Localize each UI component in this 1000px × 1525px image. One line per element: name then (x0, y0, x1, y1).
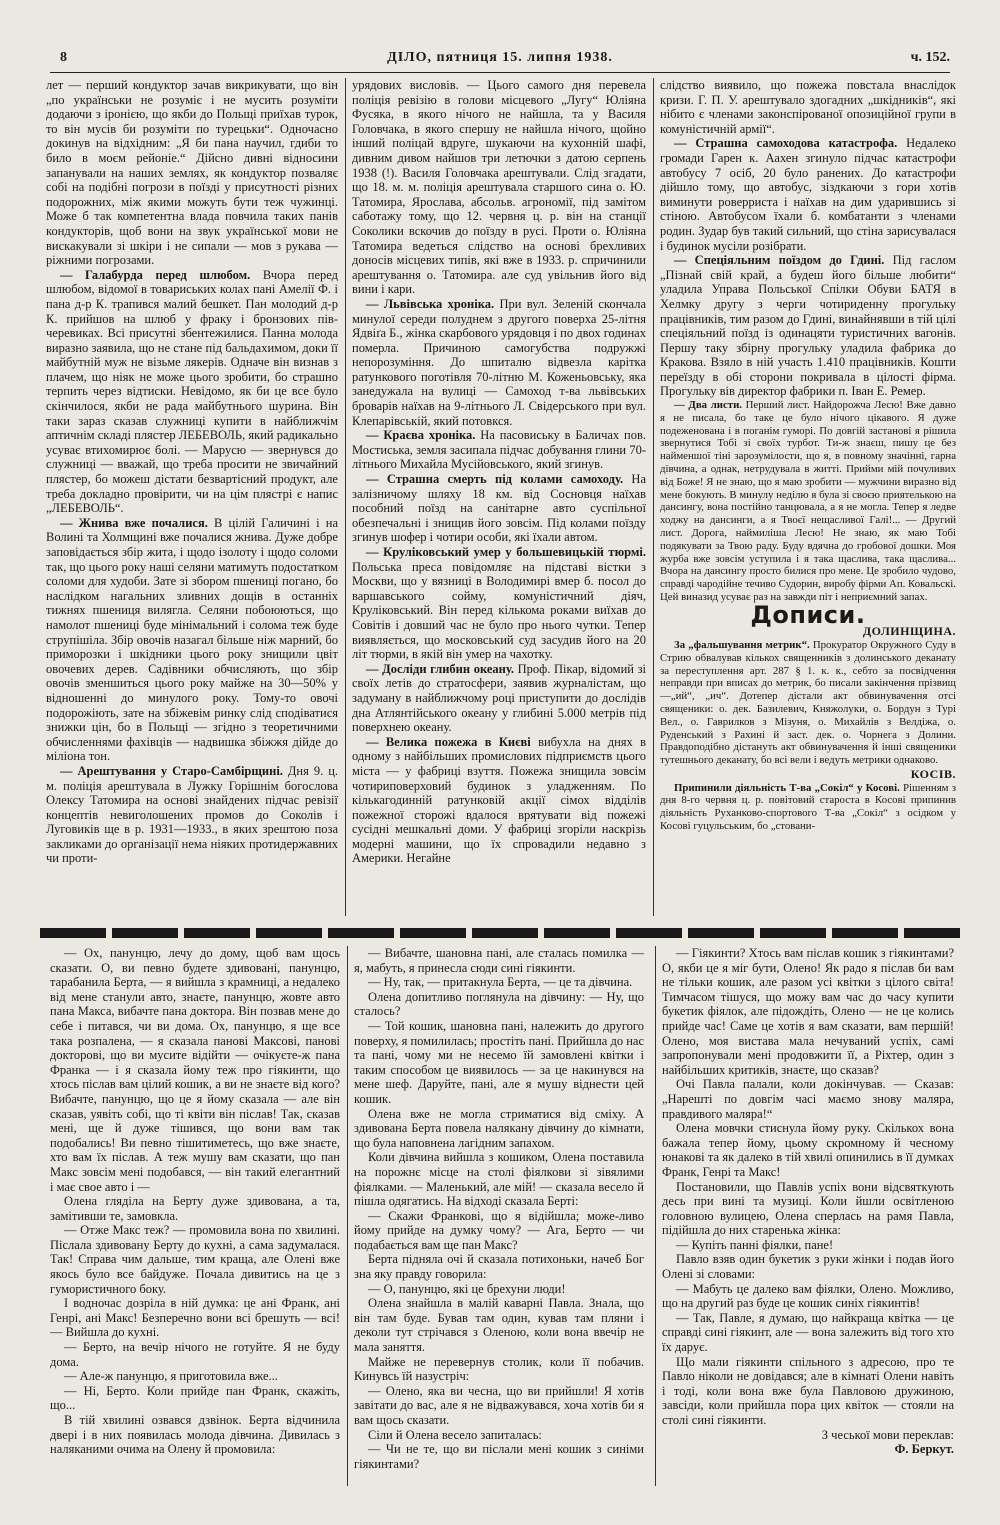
story-paragraph: Павло взяв один букетик з руки жінки і подав його Олені зі словами: (662, 1252, 954, 1282)
news-text: вибухла на днях в одному з найбільших промислових підприємств цього міста — у фабриці взуття. Пожежа знищила зовсім чотириповерховий будинок з уладженням. По кількагодинній ратунковій акції сімох відділів пожежної сторожі вдалося врятувати від пожежі сусідні мешкальні доми. У фабриці згоріли наскрізь модерні машини, що їх спровадили недавно з Америки. Негайне (352, 734, 646, 866)
news-item (46, 78, 338, 268)
story-paragraph: Постановили, що Павлів успіх вони відсвяткують десь при вині та музиці. Коли йшли освітленою головною вулицею, Олена сперлась на рамя Павла, підійшла до них старенька жінка: (662, 1179, 954, 1238)
story-paragraph: — Берто, на вечір нічого не готуйте. Я не буду дома. (50, 1340, 340, 1369)
news-text: слідство виявило, що пожежа повстала внаслідок кризи. Г. П. У. арештувало здогадних „шкідників“, які нібито є членами законспірованої опозиційної групи в комуністичній армії“. (660, 78, 956, 136)
news-text: Рішенням з дня 8-го червня ц. р. повітовий староста в Косові припинив діяльність Руханково-спортового Т-ва „Сокіл“ з осідком у Косові гуцульським, бо „стовани- (660, 781, 956, 832)
masthead: ДІЛО, пятниця 15. липня 1938. (387, 50, 613, 65)
news-headline: — Круліковський умер у большевицькій тюрмі. (366, 545, 646, 559)
story-paragraph: — О, панунцю, які це брехуни люди! (368, 1281, 566, 1296)
news-text: В цілій Галичині і на Волині та Холмщині вже почалися жнива. Дуже добре заповідається збір жита, і щодо ізолоту і щодо соломи так, що цього року наші селяни матимуть подостатком соломи для худоби. Зате зі збором пшениці погано, бо наслідком нагальних зливних дощів в останніх тижнях пшениця вилягла. Селяни побоюються, що намолот пшениці буде мінімальний і солома теж буде струпішіла. Збір овочів назагал більше ніж марний, бо приморозки і шкідники цього року знищили цвіт овочевих дерев. Садівники обчисляють, що збір овочів зменшиться цього року майже на 30—50% у відношенні до минулого року. Тому-то овочі подорожіють, зате на збіжевім ринку слід сподіватися знижки цін, бо в Польщі — згідно з теоретичними обчисленнями фахівців — надвишка збіжжя дійде до міліона тон. (46, 515, 338, 764)
story-paragraph: — Ох, панунцю, лечу до дому, щоб вам щось сказати. О, ви певно будете здивовані, панунцю, тарабанила Берта, — я вийшла з крамниці, а недалеко від мене станули авто, знаєте, панунцю, жовте авто пана Макса, вибачте пана доктора. Він позвав мене до себе і питався, чи ви дома. Ох, панунцю, я ще все така розпалена, — я сказала панові Максові, панові докторові, що ви мусите відійти — очікуєте-ж пана Франка — і я сказала йому теж про гіякинти, що хтось післав вам цілий кошик, а ви не знаєте від кого? Вибачте, панунцю, що це я йому сказала — але він сказав, уявіть собі, що ті квіти він післав! Так, сказав мені, ще й дуже тішився, що вони вам так подобались! Ви певно тішитиметесь, що вже знаєте, хто вам їх післав. А теж мушу вам сказати, що пан Макс зовсім мені подобався, — він такий елегантний і має свое авто і — (50, 946, 340, 1194)
story-column-2 (354, 946, 644, 1496)
translator-signature: Ф. Беркут. (894, 1442, 954, 1457)
news-item (46, 268, 338, 516)
news-item (660, 78, 956, 136)
story-paragraph: — Так, Павле, я думаю, що найкраща квітка — це справді сині гіякинт, але — вона залежить від того хто їх дарує. (662, 1310, 954, 1355)
story-paragraph: — Олено, яка ви чесна, що ви прийшли! Я хотів завітати до вас, але я не відважувався, хоча хотів би я вам щось сказати. (354, 1383, 644, 1427)
news-headline: — Арештування у Старо-Самбірщині. (60, 763, 283, 778)
news-headline: — Страшна самоходова катастрофа. (674, 136, 898, 151)
news-text: Під гаслом „Пізнай свій край, а будеш його більше любити“ уладила Управа Польської Спілки Обуви БАТЯ в Хелмку другу з черги чотириденну прогульку працівників, тим разом до Гдині, винайнявши в тій цілі спеціяльний поїзд із одинацяти туристичних вагонів. Першу таку збірну прогульку уладила фабрика до Кракова. Взяло в ній участь 1.410 працівників. Кошти переїзду в обі сторони покривала в цілості фірма. Прогульку вів директор фабрики п. Іван Е. Ремер. (660, 253, 956, 399)
section-heading: Дописи. (750, 600, 866, 629)
story-paragraph: В тій хвилині озвався дзвінок. Берта відчинила двері і в них появилась молода дівчина. Дивилась з наляканими очима на Олену й промовила: (50, 1413, 340, 1457)
news-text: Вчора перед шлюбом, відомої в товариських колах пані Амелії Ф. і пана д-р К. трапився малий бешкет. Пан молодий д-р К. прийшов на шлюб у фраку і бронзових пів-черевиках. Всі присутні збентежилися. Панна молода виразно заявила, що не стане під бальдахимом, доки її майбутній муж не візьме лякерів. Одначе він визнав з плачем, що ніяк не може цього зробити, бо страшно терпить через відтиски. Невідомо, як би це все було скінчилося, якби не рада майбутнього шурина. Він таки зараз сказав служниці купити в найближчім аптичнім складі плястер ЛЕБЕВОЛЬ, який радикально усуває втихомирює болі. — Марусю — звернувся до служниці — вважай, що треба просити не звичайний плястер, бо можеш дістати безвартісний продукт, але треба докладно провірити, чи на цім плястрі є напис „ЛЕБЕВОЛЬ“. (46, 267, 338, 516)
story-paragraph: Берта підняла очі й сказала потихоньки, начеб Бог зна яку правду говорила: (354, 1252, 644, 1282)
page-header (50, 50, 950, 72)
story-paragraph: Коли дівчина вийшла з кошиком, Олена поставила на порожнє місце на столі фіялкови зі зівялими фіялками. — Маленький, але мій! — сказала весело й пішла одягатись. На відході сказала Берті: (354, 1150, 644, 1209)
issue-number: ч. 152. (910, 50, 950, 65)
news-headline: — Два листи. (674, 399, 742, 412)
news-text: Прокуратор Окружного Суду в Стрию обвалував кількох священників з долинського деканату за переступлення арт. 287 § 1. к. к., себто за посвідчення неправди при вписах до метрик, бо писали закінчення прізвищ —„ий“, „ич“. Дотепер дістали акт обвинувачення отсі священики: о. дек. Базилевич, Княжолуки, о. Бордун з Турі Вел., о. Гаврилков з Мізуня, о. Михайлів з Велдіжа, о. Руденський з Рахині й заст. дек. о. Чорнега з Долини. Правдоподібно дістануть акт обвинувачення й інші священики тутешнього деканату, бо всі вели і ведуть метрики однаково. (660, 639, 956, 767)
story-paragraph: Що мали гіякинти спільного з адресою, про те Павло ніколи не довідався; але в кімнаті Олени навіть і тоді, коли вона вже була Павловою дружиною, завсіди, коли прийшла пора цих квіток — стояли на столі сині гіякинти. (662, 1354, 954, 1427)
news-item (352, 78, 646, 297)
news-item (352, 428, 646, 472)
story-paragraph: — Отже Макс теж? — промовила вона по хвилині. Післала здивовану Берту до кухні, а сама задумалася. Так! Справа чим дальше, тим краща, але Олені вже якось було все байдуже. Почала дивитись на це з гумористичного боку. (50, 1223, 340, 1296)
story-paragraph: Олена вже не могла стриматися від сміху. А здивована Берта повела налякану дівчину до кімнати, що була наповнена лагідним запахом. (354, 1106, 644, 1150)
news-headline: — Досліди глибин океану. (366, 661, 514, 676)
news-text: При вул. Зеленій скончала минулої середи полуднем з другого поверха 25-літня Ядвіґа Б., жінка скарбового урядовця і по двох годинах померла. Причиною самогубства подружжі непорозуміння. До шпиталю відвезла карітка ратункового поготівля 70-літню М. Коженьовську, яка занедужала на вулиці — Самоход т-ва львівських броварів наїхав на 9-літнього Л. Свідерського при вул. Клепарівській, який потовкся. (352, 296, 646, 428)
story-paragraph: — Гіякинти? Хтось вам післав кошик з гіякинтами? О, якби це я міг бути, Олено! Як радо я післав би вам не тільки кошик, але разом усі квітки з цілого світа! Тимчасом тішуся, що можу вам час до часу купити букетик фіялок, але підождіть, Олено — не це колись прийде час! Саме це хотів я вам сказати, вам першій! Олено, моя вистава мала нечуваний успіх, самі запропонували мені продовжити її, а Ріхтер, один з найбільших критиків, знаєте, що сказав? (662, 946, 954, 1077)
news-column-2 (352, 78, 646, 918)
news-text: Проф. Пікар, відомий зі своїх летів до стратосфери, заявив журналістам, що задуману в найближчому році приступити до дослідів дна Атлянтійського океану у глибині 5.000 метрів під поверхнею океану. (352, 661, 646, 735)
locality-heading: ДОЛИНЩИНА. (862, 624, 956, 639)
news-item (352, 472, 646, 545)
story-paragraph: І водночас дозріла в ній думка: це ані Франк, ані Генрі, ані Макс! Безперечно вони всі брешуть — всі! — Вийшла до кухні. (50, 1296, 340, 1340)
news-headline: Припинили діяльність Т-ва „Сокіл“ у Косові. (674, 781, 900, 794)
column-rule (655, 946, 656, 1486)
news-text: Дня 9. ц. м. поліція арештувала в Лужку Горішнім богослова Олексу Татомира на основі знайдених підчас ревізії концептів невиголошених промов до Соколів і Луговиків ще в р. 1931—1933., в яких зрештою поза закликами до організації нема ніяких протидержавних чи проти- (46, 763, 338, 866)
story-paragraph: Сіли й Олена весело запиталась: (368, 1427, 542, 1442)
news-item (352, 662, 646, 735)
news-headline: — Галабурда перед шлюбом. (60, 267, 251, 282)
column-rule (347, 946, 348, 1486)
news-headline: — Спеціяльним поїздом до Гдині. (674, 253, 885, 268)
feuilleton-separator (40, 928, 960, 938)
story-paragraph: — Той кошик, шановна пані, належить до другого поверху, я помилилась; простіть пані. Прийшла до нас та пані, чому ми не несемо їй замовлені квітки і таким способом це виявилось — за це накинувся на мене шеф. Даруйте, пані, але я мушу віднести цей кошик. (354, 1018, 644, 1106)
news-item (660, 253, 956, 399)
news-item (352, 545, 646, 662)
news-headline: — Львівська хроніка. (366, 296, 495, 311)
news-headline: — Велика пожежа в Києві (366, 734, 531, 749)
news-text: Польська преса повідомляє на підставі вістки з Москви, що у вязниці в Володимирі вмер б. посол до варшавського сойму, комуністичний діяч, Круліковський. Він перед кількома роками виїхав до Совітів і довший час не було про нього чутки. Тепер виявляється, що московський суд засудив його на 20 літ тюрми, в якій він умер на чахотку. (352, 559, 646, 662)
news-headline: За „фальшування метрик“. (674, 639, 810, 651)
story-paragraph: Олена знайшла в малій каварні Павла. Знала, що він там буде. Бував там один, кував там пляни і деколи тут стрічався з Оленою, коли вона ввечір не мала заняття. (354, 1296, 644, 1355)
story-paragraph: Олена мовчки стиснула йому руку. Скількох вона бажала тепер йому, цьому скромному й чесному юнакові та як далеко в тій хвилі опинились в її думках Франк, Генрі та Макс! (662, 1121, 954, 1179)
news-headline: — Страшна смерть під колами самоходу. (366, 472, 624, 487)
story-paragraph: — Чи не те, що ви післали мені кошик з синіми гіякинтами? (354, 1442, 644, 1471)
news-text: Перший лист. Найдорожча Лесю! Вже давно я не писала, бо таке це було нічого цікавого. Я дуже подеженована і в поганім гуморі. По довгій застанові я рішила звернутися Тобі зі своїх турбот. Ти-ж знаєш, пишу це без найменшої тіні зарозумілости, що я, в повному значінні, гарна дівчина, а однак, нетрудувала в житті. Прийми мій почуливих від Боже! Я не знаю, що я маю зробити — мужчини виразно від мене бокують. В минулу неділю я була зі своєю приятелькою на дансингу, вона постійно танцювала, а я не могла. Тепер я ледве ходжу на дансинги, а я Твоєї нещасливої Галі!... — Другий лист. Дорога, наймиліша Лесю! Не знаю, як маю Тобі подякувати за Твою раду. Буду вдячна до гробової дошки. Моя журба вже зовсім уступила і я така щаслива, така щаслива... Вчора на дансингу просто билися про мене. Це зробило чудово, справді чародійне течиво Судорин, виробу фірми Ап. Ковальскі. Цей виназид усуває раз на завжди піт і неприємний запах. (660, 399, 956, 604)
news-item (46, 516, 338, 764)
news-item (660, 136, 956, 253)
news-column-3 (660, 78, 956, 918)
story-column-1 (50, 946, 340, 1496)
news-column-1 (46, 78, 338, 918)
header-rule (50, 72, 950, 73)
news-item (352, 297, 646, 428)
news-text: лет — перший кондуктор зачав викрикувати, що він „по українськи не розуміє і не мусить розуміти додаючи з іронією, що якби до Польщі приїхав турок, то він мусів би розуміти по турецьки“. Одночасно докинув на відхідним: „Я би пана научил, гдиби то било в моєм рейоніе.“ Дійсно дивні відносини запанували на наших землях, як кондуктор позваляє собі на подібні погрози в поїзді у присутності різних подорожних, між якими можуть бути теж чужинці. Може б так компетентна влада повчила таких панів кондукторів, щоб вони на звук української мови не вискакували зі шкіри і не сипали — мов з рукава — ріжними погрозами. (46, 78, 338, 268)
news-item (352, 735, 646, 866)
story-paragraph: — Ну, так, — притакнула Берта, — це та дівчина. (368, 975, 633, 990)
story-column-3 (662, 946, 954, 1496)
story-paragraph: Очі Павла палали, коли докінчував. — Сказав: „Нарешті по довгім часі маємо знову маляра, правдивого маляра!“ (662, 1077, 954, 1121)
news-item (660, 782, 956, 833)
news-text: Недалеко громади Гарен к. Аахен згинуло підчас катастрофи автобусу 7 осіб, 20 було ранених. До катастрофи дійшло тому, що автобус, зіздкаючи з гори хотів виминути роверриста і наїхав на дим ударившись зі стіною. Автобусом їхали б. комбатанти з членами родин. Зудар був такий сильний, що стіна зарисувалася і будинок мусіли розібрати. (660, 136, 956, 253)
story-paragraph: — Вибачте, шановна пані, але сталась помилка — я, мабуть, я принесла сюди сині гіякинти. (354, 946, 644, 975)
column-rule (653, 78, 654, 916)
column-rule (345, 78, 346, 916)
story-paragraph: Олена допитливо поглянула на дівчину: — Ну, що сталось? (354, 989, 644, 1019)
news-item (46, 764, 338, 866)
news-headline: — Краєва хроніка. (366, 428, 476, 443)
story-paragraph: — Купіть панні фіялки, пане! (676, 1237, 834, 1252)
news-item (660, 639, 956, 767)
story-paragraph: — Мабуть це далеко вам фіялки, Олено. Можливо, що на другий раз буде це кошик синіх гіякинтів! (662, 1281, 954, 1311)
news-item (660, 399, 956, 604)
news-text: На пасовиську в Баличах пов. Мостиська, земля засипала підчас добування глини 70-літнього Михайла Мусійовського, який згинув. (352, 428, 646, 472)
news-text: урядових висловів. — Цього самого дня перевела поліція ревізію в голови місцевого „Лугу“ Юліяна Фусяка, в якого нічого не найшла, та у Василя Головчака, в якого спершу не найшла нічого, щойно інший поліцай вдруге, шукаючи на кухонній шафі, дивним дивом найшов три летючки з датою серпень 1938 (!). Василя Головчака арештували. Слід згадати, що 18. м. м. поліція арештувала старшого сина о. Ю. Татомира, Ярослава, абсольв. агрономії, під замітом саботажу тому, що 12. червня ц. р. він на станції Соколики вскочив до поїзду в русі. Проти о. Юліяна Татомира ведеться слідство на основі брехливих доносів місцевих типів, які вже в 1933. р. спричинили арештування о. Татомира. але суд увільнив його від вини і кари. (352, 78, 646, 297)
page-number: 8 (60, 50, 67, 65)
story-paragraph: — Скажи Франкові, що я відійшла; може-ливо йому прийде на думку чому? — Ага, Берто — чи подабається вам ще пан Макс? (354, 1208, 644, 1252)
story-paragraph: — Але-ж панунцю, я приготовила вже... (64, 1369, 278, 1384)
story-paragraph: — Ні, Берто. Коли прийде пан Франк, скажіть, що... (50, 1383, 340, 1413)
story-paragraph: Олена гляділа на Берту дуже здивована, а та, замітивши те, замовкла. (50, 1194, 340, 1223)
news-text: На залізничому шляху 18 км. від Сосновця наїхав пособний поїзд на санітарне авто суспільної обезпечальні і знищив його зовсім. Під колами поїзду згинув шофер і чотири особи, які їхали автом. (352, 472, 646, 545)
news-headline: — Жнива вже почалися. (60, 515, 208, 530)
locality-heading: КОСІВ. (910, 766, 956, 781)
story-paragraph: Майже не перевернув столик, коли її побачив. Кинувсь їй назустріч: (354, 1354, 644, 1384)
translator-note: З чеської мови переклав: (821, 1427, 954, 1442)
